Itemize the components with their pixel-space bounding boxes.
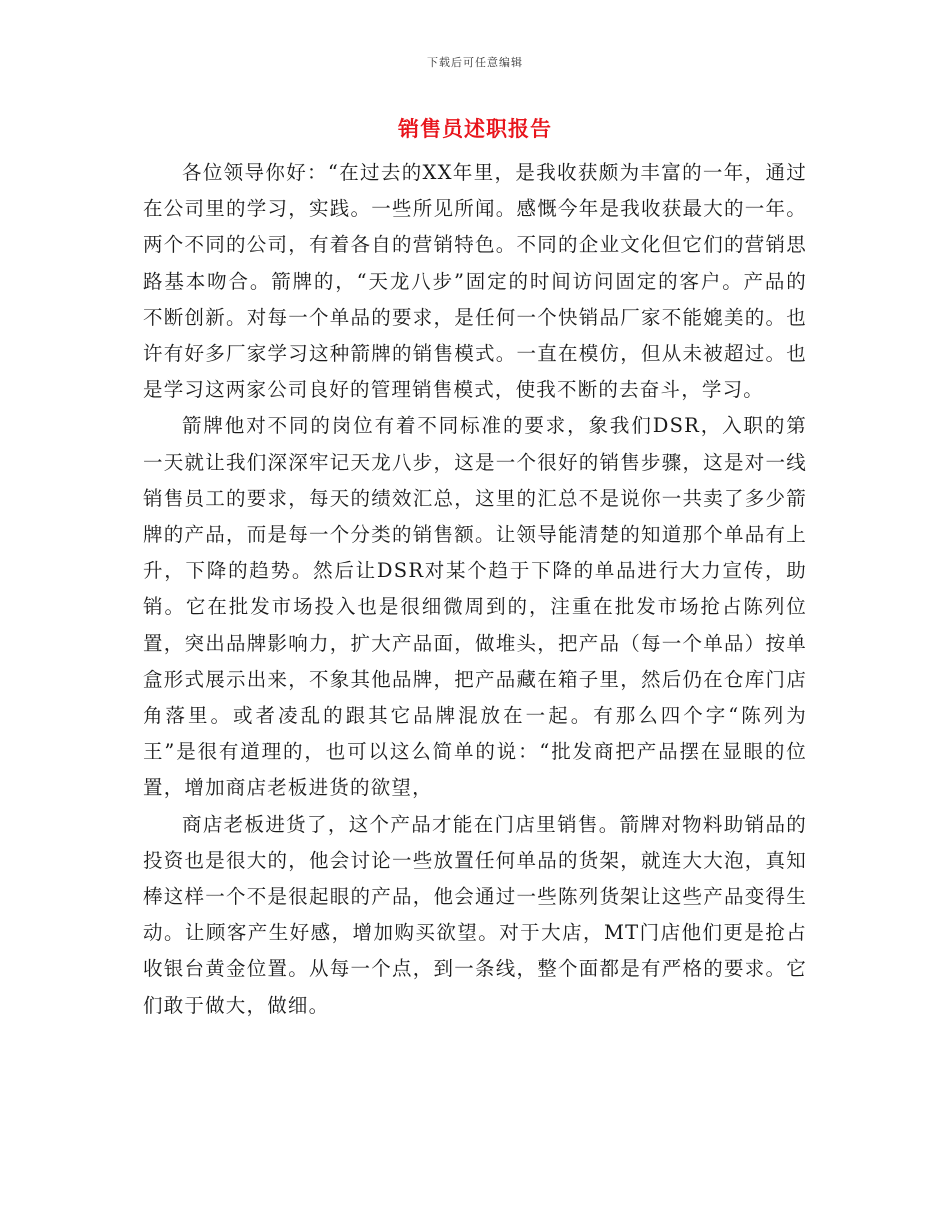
paragraph-1: 各位领导你好：“在过去的XX年里，是我收获颇为丰富的一年，通过在公司里的学习，实践。一些所见所闻。感慨今年是我收获最大的一年。两个不同的公司，有着各自的营销特色。不同的企业文化但它们的营销思路基本吻合。箭牌的，“天龙八步”固定的时间访问固定的客户。产品的不断创新。对每一个单品的要求，是任何一个快销品厂家不能媲美的。也许有好多厂家学习这种箭牌的销售模式。一直在模仿，但从未被超过。也是学习这两家公司良好的管理销售模式，使我不断的去奋斗，学习。: [143, 161, 807, 402]
document-body: [143, 155, 807, 1024]
paragraph-3: 商店老板进货了，这个产品才能在门店里销售。箭牌对物料助销品的投资也是很大的，他会讨论一些放置任何单品的货架，就连大大泡，真知棒这样一个不是很起眼的产品，他会通过一些陈列货架让这些产品变得生动。让顾客产生好感，增加购买欲望。对于大店，MT门店他们更是抢占收银台黄金位置。从每一个点，到一条线，整个面都是有严格的要求。它们敢于做大，做细。: [143, 812, 807, 1017]
paragraph-2: 箭牌他对不同的岗位有着不同标准的要求，象我们DSR，入职的第一天就让我们深深牢记天龙八步，这是一个很好的销售步骤，这是对一线销售员工的要求，每天的绩效汇总，这里的汇总不是说你一共卖了多少箭牌的产品，而是每一个分类的销售额。让领导能清楚的知道那个单品有上升，下降的趋势。然后让DSR对某个趋于下降的单品进行大力宣传，助销。它在批发市场投入也是很细微周到的，注重在批发市场抢占陈列位置，突出品牌影响力，扩大产品面，做堆头，把产品（每一个单品）按单盒形式展示出来，不象其他品牌，把产品藏在箱子里，然后仍在仓库门店角落里。或者凌乱的跟其它品牌混放在一起。有那么四个字“陈列为王”是很有道理的，也可以这么简单的说：“批发商把产品摆在显眼的位置，增加商店老板进货的欲望，: [143, 414, 807, 800]
document-title: 销售员述职报告: [398, 117, 552, 141]
header-note: 下载后可任意编辑: [427, 56, 523, 69]
